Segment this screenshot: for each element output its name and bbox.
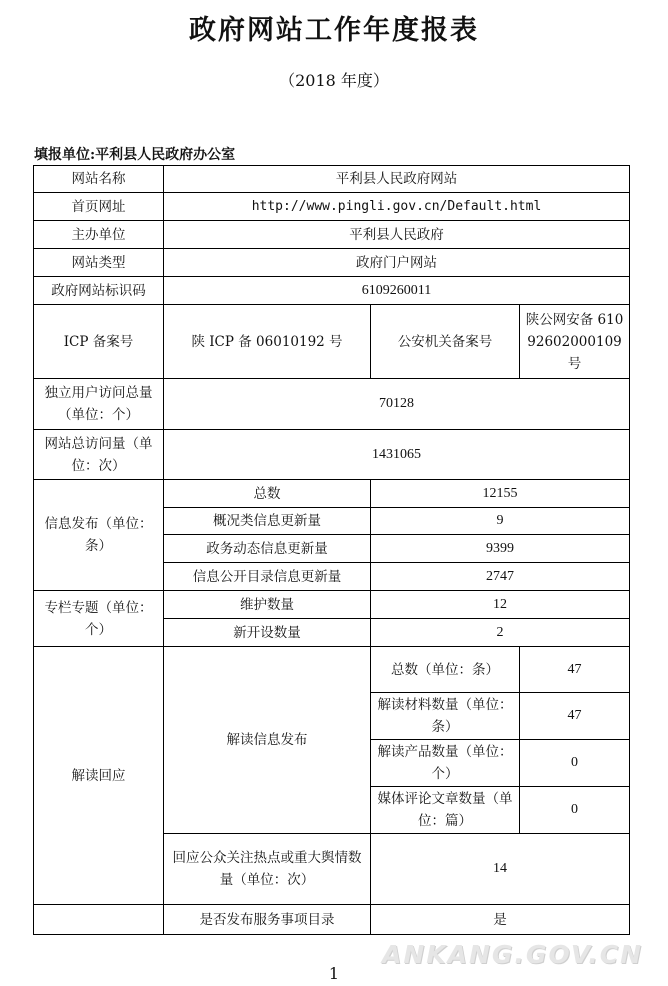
report-year: （2018 年度）	[279, 71, 389, 90]
site-name-value: 平利县人民政府网站	[164, 166, 630, 193]
interp-item-value: 47	[520, 693, 630, 740]
homepage-url: http://www.pingli.gov.cn/Default.html	[164, 193, 630, 221]
service-catalog-blank	[34, 905, 164, 935]
columns-label: 专栏专题（单位：个）	[34, 591, 164, 647]
table-row	[34, 249, 630, 277]
service-catalog-label: 是否发布服务事项目录	[164, 905, 371, 935]
info-publish-label: 信息发布（单位：条）	[34, 480, 164, 591]
site-name-label: 网站名称	[34, 166, 164, 193]
watermark-logo: ANKANG.GOV.CN	[382, 940, 644, 969]
interpretation-label: 解读回应	[34, 647, 164, 905]
info-item-value: 12155	[371, 480, 630, 508]
columns-item-value: 12	[371, 591, 630, 619]
police-record-value: 陕公网安备 61092602000109 号	[520, 305, 630, 379]
site-type-value: 政府门户网站	[164, 249, 630, 277]
interp-item-label: 解读材料数量（单位：条）	[371, 693, 520, 740]
service-catalog-value: 是	[371, 905, 630, 935]
interp-item-label: 总数（单位：条）	[371, 647, 520, 693]
page-number: 1	[328, 964, 340, 983]
info-item-label: 概况类信息更新量	[164, 508, 371, 535]
interp-item-value: 0	[520, 740, 630, 787]
interpretation-publish-label: 解读信息发布	[164, 647, 371, 834]
interp-item-value: 47	[520, 647, 630, 693]
table-row	[34, 305, 630, 379]
table-row	[34, 193, 630, 221]
reporting-unit: 填报单位:平利县人民政府办公室	[34, 147, 236, 163]
table-row	[34, 480, 630, 508]
site-id-value: 6109260011	[164, 277, 630, 305]
homepage-label: 首页网址	[34, 193, 164, 221]
response-label: 回应公众关注热点或重大舆情数量（单位：次）	[164, 834, 371, 905]
unique-visitors-value: 70128	[164, 379, 630, 430]
columns-item-value: 2	[371, 619, 630, 647]
table-row	[34, 221, 630, 249]
site-id-label: 政府网站标识码	[34, 277, 164, 305]
sponsor-label: 主办单位	[34, 221, 164, 249]
table-row	[34, 430, 630, 480]
table-row	[34, 591, 630, 619]
total-visits-value: 1431065	[164, 430, 630, 480]
table-row	[34, 166, 630, 193]
sponsor-value: 平利县人民政府	[164, 221, 630, 249]
icp-label: ICP 备案号	[34, 305, 164, 379]
table-row	[34, 647, 630, 693]
info-item-label: 信息公开目录信息更新量	[164, 563, 371, 591]
info-item-label: 政务动态信息更新量	[164, 535, 371, 563]
info-item-label: 总数	[164, 480, 371, 508]
unique-visitors-label: 独立用户访问总量（单位：个）	[34, 379, 164, 430]
interp-item-value: 0	[520, 787, 630, 834]
site-type-label: 网站类型	[34, 249, 164, 277]
info-item-value: 2747	[371, 563, 630, 591]
table-row	[34, 277, 630, 305]
report-table	[33, 165, 630, 935]
police-record-label: 公安机关备案号	[371, 305, 520, 379]
info-item-value: 9399	[371, 535, 630, 563]
table-row	[34, 379, 630, 430]
info-item-value: 9	[371, 508, 630, 535]
columns-item-label: 新开设数量	[164, 619, 371, 647]
table-row	[34, 905, 630, 935]
interp-item-label: 媒体评论文章数量（单位：篇）	[371, 787, 520, 834]
total-visits-label: 网站总访问量（单位：次）	[34, 430, 164, 480]
icp-value: 陕 ICP 备 06010192 号	[164, 305, 371, 379]
columns-item-label: 维护数量	[164, 591, 371, 619]
interp-item-label: 解读产品数量（单位：个）	[371, 740, 520, 787]
report-title: 政府网站工作年度报表	[189, 15, 479, 46]
response-value: 14	[371, 834, 630, 905]
